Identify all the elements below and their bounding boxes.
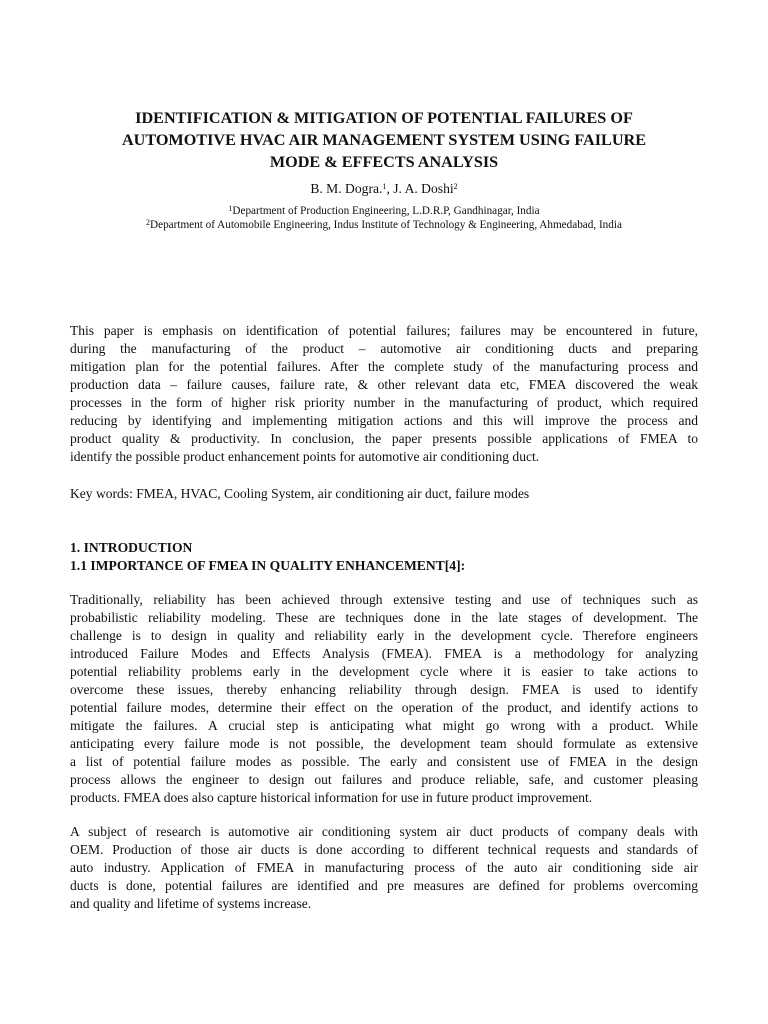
paragraph-line: Traditionally, reliability has been achieved through extensive testing and use of techniques such as [70,592,698,607]
paragraph-line: ducts is done, potential failures are identified and pre measures are defined for problems overcoming [70,878,698,893]
abstract-line: identify the possible product enhancement points for automotive air conditioning duct. [70,449,540,464]
title-line: MODE & EFFECTS ANALYSIS [269,153,499,171]
paragraph-line: potential reliability problems early in the development cycle where it is easier to take actions to [70,664,698,679]
paragraph-line: challenge is to design in quality and reliability early in the development cycle. Therefore engineers [70,628,698,643]
paragraph-line: introduced Failure Modes and Effects Analysis (FMEA). FMEA is a methodology for analyzing [70,646,698,661]
section-heading-introduction: 1. INTRODUCTION [70,540,193,555]
paragraph-line: overcome these issues, thereby enhancing reliability through design. FMEA is used to identify [70,682,698,697]
paragraph-line: and quality and lifetime of systems increase. [70,896,312,911]
title-line: AUTOMOTIVE HVAC AIR MANAGEMENT SYSTEM USING FAILURE [121,131,647,149]
paragraph-line: OEM. Production of those air ducts is done according to different technical requests and standards of [70,842,698,857]
paragraph-line: mitigate the failures. A crucial step is anticipating what might go wrong with a product. While [70,718,698,733]
abstract [70,322,698,466]
abstract-line: This paper is emphasis on identification of potential failures; failures may be encountered in future, [70,323,698,338]
affiliation-sup: 1 [228,204,233,213]
author-1-sup: 1 [382,182,387,191]
title-line: IDENTIFICATION & MITIGATION OF POTENTIAL FAILURES OF [135,109,633,127]
body-paragraph-2 [70,823,698,913]
paragraph-line: potential failure modes, determine their effect on the operation of the product, and identify actions to [70,700,698,715]
paragraph-line: products. FMEA does also capture historical information for use in future product improvement. [70,790,593,805]
author-2-sup: 2 [453,182,458,191]
keywords-text: Key words: FMEA, HVAC, Cooling System, air conditioning air duct, failure modes [70,486,530,501]
affiliation-text: Department of Automobile Engineering, Indus Institute of Technology & Engineering, Ahmedabad, India [150,219,622,231]
authors [70,180,698,198]
abstract-line: product quality & productivity. In conclusion, the paper presents possible applications of FMEA to [70,431,698,446]
paragraph-line: a list of potential failure modes as possible. The early and consistent use of FMEA in the design [70,754,698,769]
abstract-line: mitigation plan for the potential failures. After the complete study of the manufacturing process and [70,359,698,374]
affiliation-text: Department of Production Engineering, L.D.R.P, Gandhinagar, India [232,205,540,217]
paragraph-line: A subject of research is automotive air conditioning system air duct products of company deals with [70,824,698,839]
affiliation-2 [40,218,728,232]
abstract-line: reducing by identifying and implementing mitigation actions and this will improve the process and [70,413,698,428]
paragraph-line: process allows the engineer to design out failures and produce reliable, safe, and customer pleasing [70,772,698,787]
affiliation-1 [40,204,728,218]
abstract-line: during the manufacturing of the product – automotive air conditioning ducts and preparing [70,341,698,356]
author-1: B. M. Dogra. [310,181,383,196]
paragraph-line: auto industry. Application of FMEA in manufacturing process of the auto air conditioning side air [70,860,698,875]
author-2: , J. A. Doshi [386,181,454,196]
abstract-line: production data – failure causes, failure rate, & other relevant data etc, FMEA discovered the weak [70,377,698,392]
subsection-heading-fmea-importance: 1.1 IMPORTANCE OF FMEA IN QUALITY ENHANCEMENT[4]: [70,558,466,573]
keywords [70,485,698,503]
abstract-line: processes in the form of higher risk priority number in the manufacturing of product, which required [70,395,698,410]
paragraph-line: anticipating every failure mode is not possible, the development team should formulate as extensive [70,736,698,751]
affiliation-sup: 2 [146,218,151,227]
paragraph-line: probabilistic reliability modeling. These are techniques done in the late stages of development. The [70,610,698,625]
body-paragraph-1 [70,591,698,807]
paper-title [70,107,698,173]
